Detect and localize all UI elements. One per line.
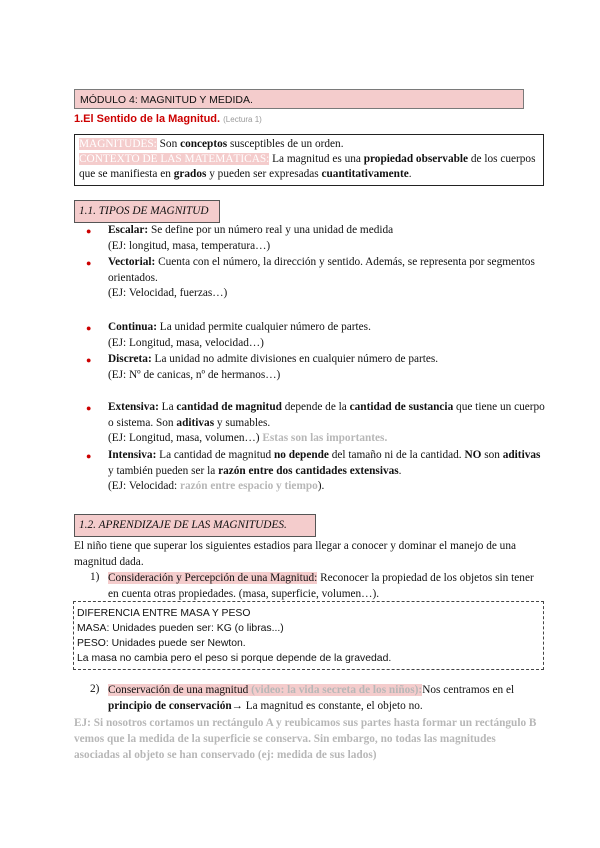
example-paragraph: EJ: Si nosotros cortamos un rectángulo A y reubicamos sus partes hasta formar un rectángulo B vemos que la medida de la superficie se conserva. Sin embargo, no todas las magnitudes asociadas al objeto se han conservado (ej: medida de sus lados): [74, 717, 537, 761]
bullet-icon: ●: [86, 403, 92, 413]
item-bold: cantidad de sustancia: [349, 401, 454, 413]
step-bold: principio de conservación: [108, 699, 232, 712]
context-bold: propiedad observable: [363, 153, 469, 165]
item-bold: aditivas: [502, 449, 541, 461]
item-example: ).: [317, 480, 325, 492]
mass-box-line: PESO: Unidades puede ser Newton.: [77, 638, 246, 649]
step-number: 2): [90, 683, 100, 695]
example-note: razón entre espacio y tiempo: [179, 480, 318, 492]
item-text: La cantidad de magnitud: [156, 449, 274, 461]
item-text: y también pueden ser la: [108, 464, 219, 477]
item-text: La unidad permite cualquier número de partes.: [156, 321, 371, 333]
step-text: La magnitud es constante, el objeto no.: [242, 699, 423, 712]
section-title-text: 1.El Sentido de la Magnitud.: [74, 113, 221, 125]
item-example: (EJ: Longitud, masa, volumen…): [108, 432, 263, 444]
step-text: Reconocer la propiedad de los objetos sin tener en cuenta otras propiedades. (masa, superficie, volumen…).: [108, 572, 534, 600]
context-bold: grados: [173, 168, 207, 180]
video-reference: (video: la vida secreta de los niños):: [248, 684, 423, 696]
item-text: La: [158, 401, 177, 413]
item-example: (EJ: longitud, masa, temperatura…): [108, 239, 271, 252]
context-text: La magnitud es una: [269, 153, 364, 165]
bullet-icon: ●: [86, 226, 92, 236]
item-label: Extensiva:: [108, 401, 159, 413]
context-text: de los cuerpos que se manifiesta en: [79, 153, 536, 180]
definition-box: [74, 134, 544, 186]
definition-text: Son: [156, 138, 181, 150]
item-text: que tiene un cuerpo o sistema. Son: [108, 401, 545, 429]
bullet-icon: ●: [86, 451, 92, 461]
important-note: Estas son las importantes.: [262, 432, 388, 444]
item-text: son: [481, 449, 503, 461]
step-1: [108, 571, 546, 602]
learning-heading: 1.2. APRENDIZAJE DE LAS MAGNITUDES.: [74, 514, 316, 537]
definition-bold: conceptos: [180, 138, 228, 150]
item-label: Intensiva:: [108, 449, 157, 461]
mass-box-line: MASA: Unidades pueden ser: KG (o libras...): [77, 623, 284, 634]
context-bold: cuantitativamente: [321, 168, 409, 180]
list-item-discreta: [108, 352, 546, 383]
item-example: (EJ: Nº de canicas, nº de hermanos…): [108, 368, 281, 381]
step-2: [108, 683, 548, 714]
bullet-icon: ●: [86, 355, 92, 365]
item-example: (EJ: Velocidad:: [108, 480, 180, 492]
item-text: y sumables.: [214, 416, 271, 429]
list-item-intensiva: [108, 448, 546, 495]
list-item-continua: [108, 320, 546, 351]
bullet-icon: ●: [86, 258, 92, 268]
definition-text: susceptibles de un orden.: [227, 138, 344, 150]
lecture-reference: (Lectura 1): [223, 115, 262, 124]
step-text: Nos centramos en el: [422, 684, 515, 696]
step-number: 1): [90, 571, 100, 583]
item-label: Discreta:: [108, 353, 152, 365]
item-bold: aditivas: [176, 416, 215, 429]
item-label: Escalar:: [108, 224, 149, 236]
learning-intro: El niño tiene que superar los siguientes estadios para llegar a conocer y dominar el manejo de una magnitud dada.: [74, 540, 516, 568]
context-label: CONTEXTO DE LAS MATEMÁTICAS:: [79, 153, 270, 165]
item-example: (EJ: Velocidad, fuerzas…): [108, 287, 228, 299]
item-bold: no depende: [273, 449, 329, 461]
context-text: .: [408, 168, 412, 180]
item-bold: NO: [464, 449, 482, 461]
types-heading: 1.1. TIPOS DE MAGNITUD: [74, 200, 220, 223]
mass-weight-box: [73, 601, 544, 670]
mass-box-line: La masa no cambia pero el peso si porque depende de la gravedad.: [77, 653, 392, 664]
step-label: Conservación de una magnitud: [108, 684, 249, 696]
module-title: MÓDULO 4: MAGNITUD Y MEDIDA.: [74, 89, 524, 109]
list-item-extensiva: [108, 400, 546, 447]
item-text: del tamaño ni de la cantidad.: [328, 449, 465, 461]
context-text: y pueden ser expresadas: [206, 168, 322, 180]
item-text: Se define por un número real y una unidad de medida: [148, 224, 394, 236]
arrow-icon: →: [231, 699, 243, 712]
magnitudes-label: MAGNITUDES:: [79, 138, 157, 150]
item-label: Continua:: [108, 321, 157, 333]
item-text: Cuenta con el número, la dirección y sentido. Además, se representa por segmentos orientados.: [108, 256, 535, 284]
mass-box-line: DIFERENCIA ENTRE MASA Y PESO: [77, 608, 251, 619]
step-label: Consideración y Percepción de una Magnitud:: [108, 572, 318, 584]
section-title: [74, 113, 262, 125]
item-bold: razón entre dos cantidades extensivas: [218, 464, 399, 477]
list-item-escalar: [108, 223, 546, 254]
item-text: .: [398, 464, 402, 477]
item-example: (EJ: Longitud, masa, velocidad…): [108, 336, 264, 349]
item-text: depende de la: [281, 401, 350, 413]
bullet-icon: ●: [86, 323, 92, 333]
item-bold: cantidad de magnitud: [176, 401, 282, 413]
list-item-vectorial: [108, 255, 546, 302]
item-label: Vectorial:: [108, 256, 156, 268]
item-text: La unidad no admite divisiones en cualquier número de partes.: [151, 353, 439, 365]
